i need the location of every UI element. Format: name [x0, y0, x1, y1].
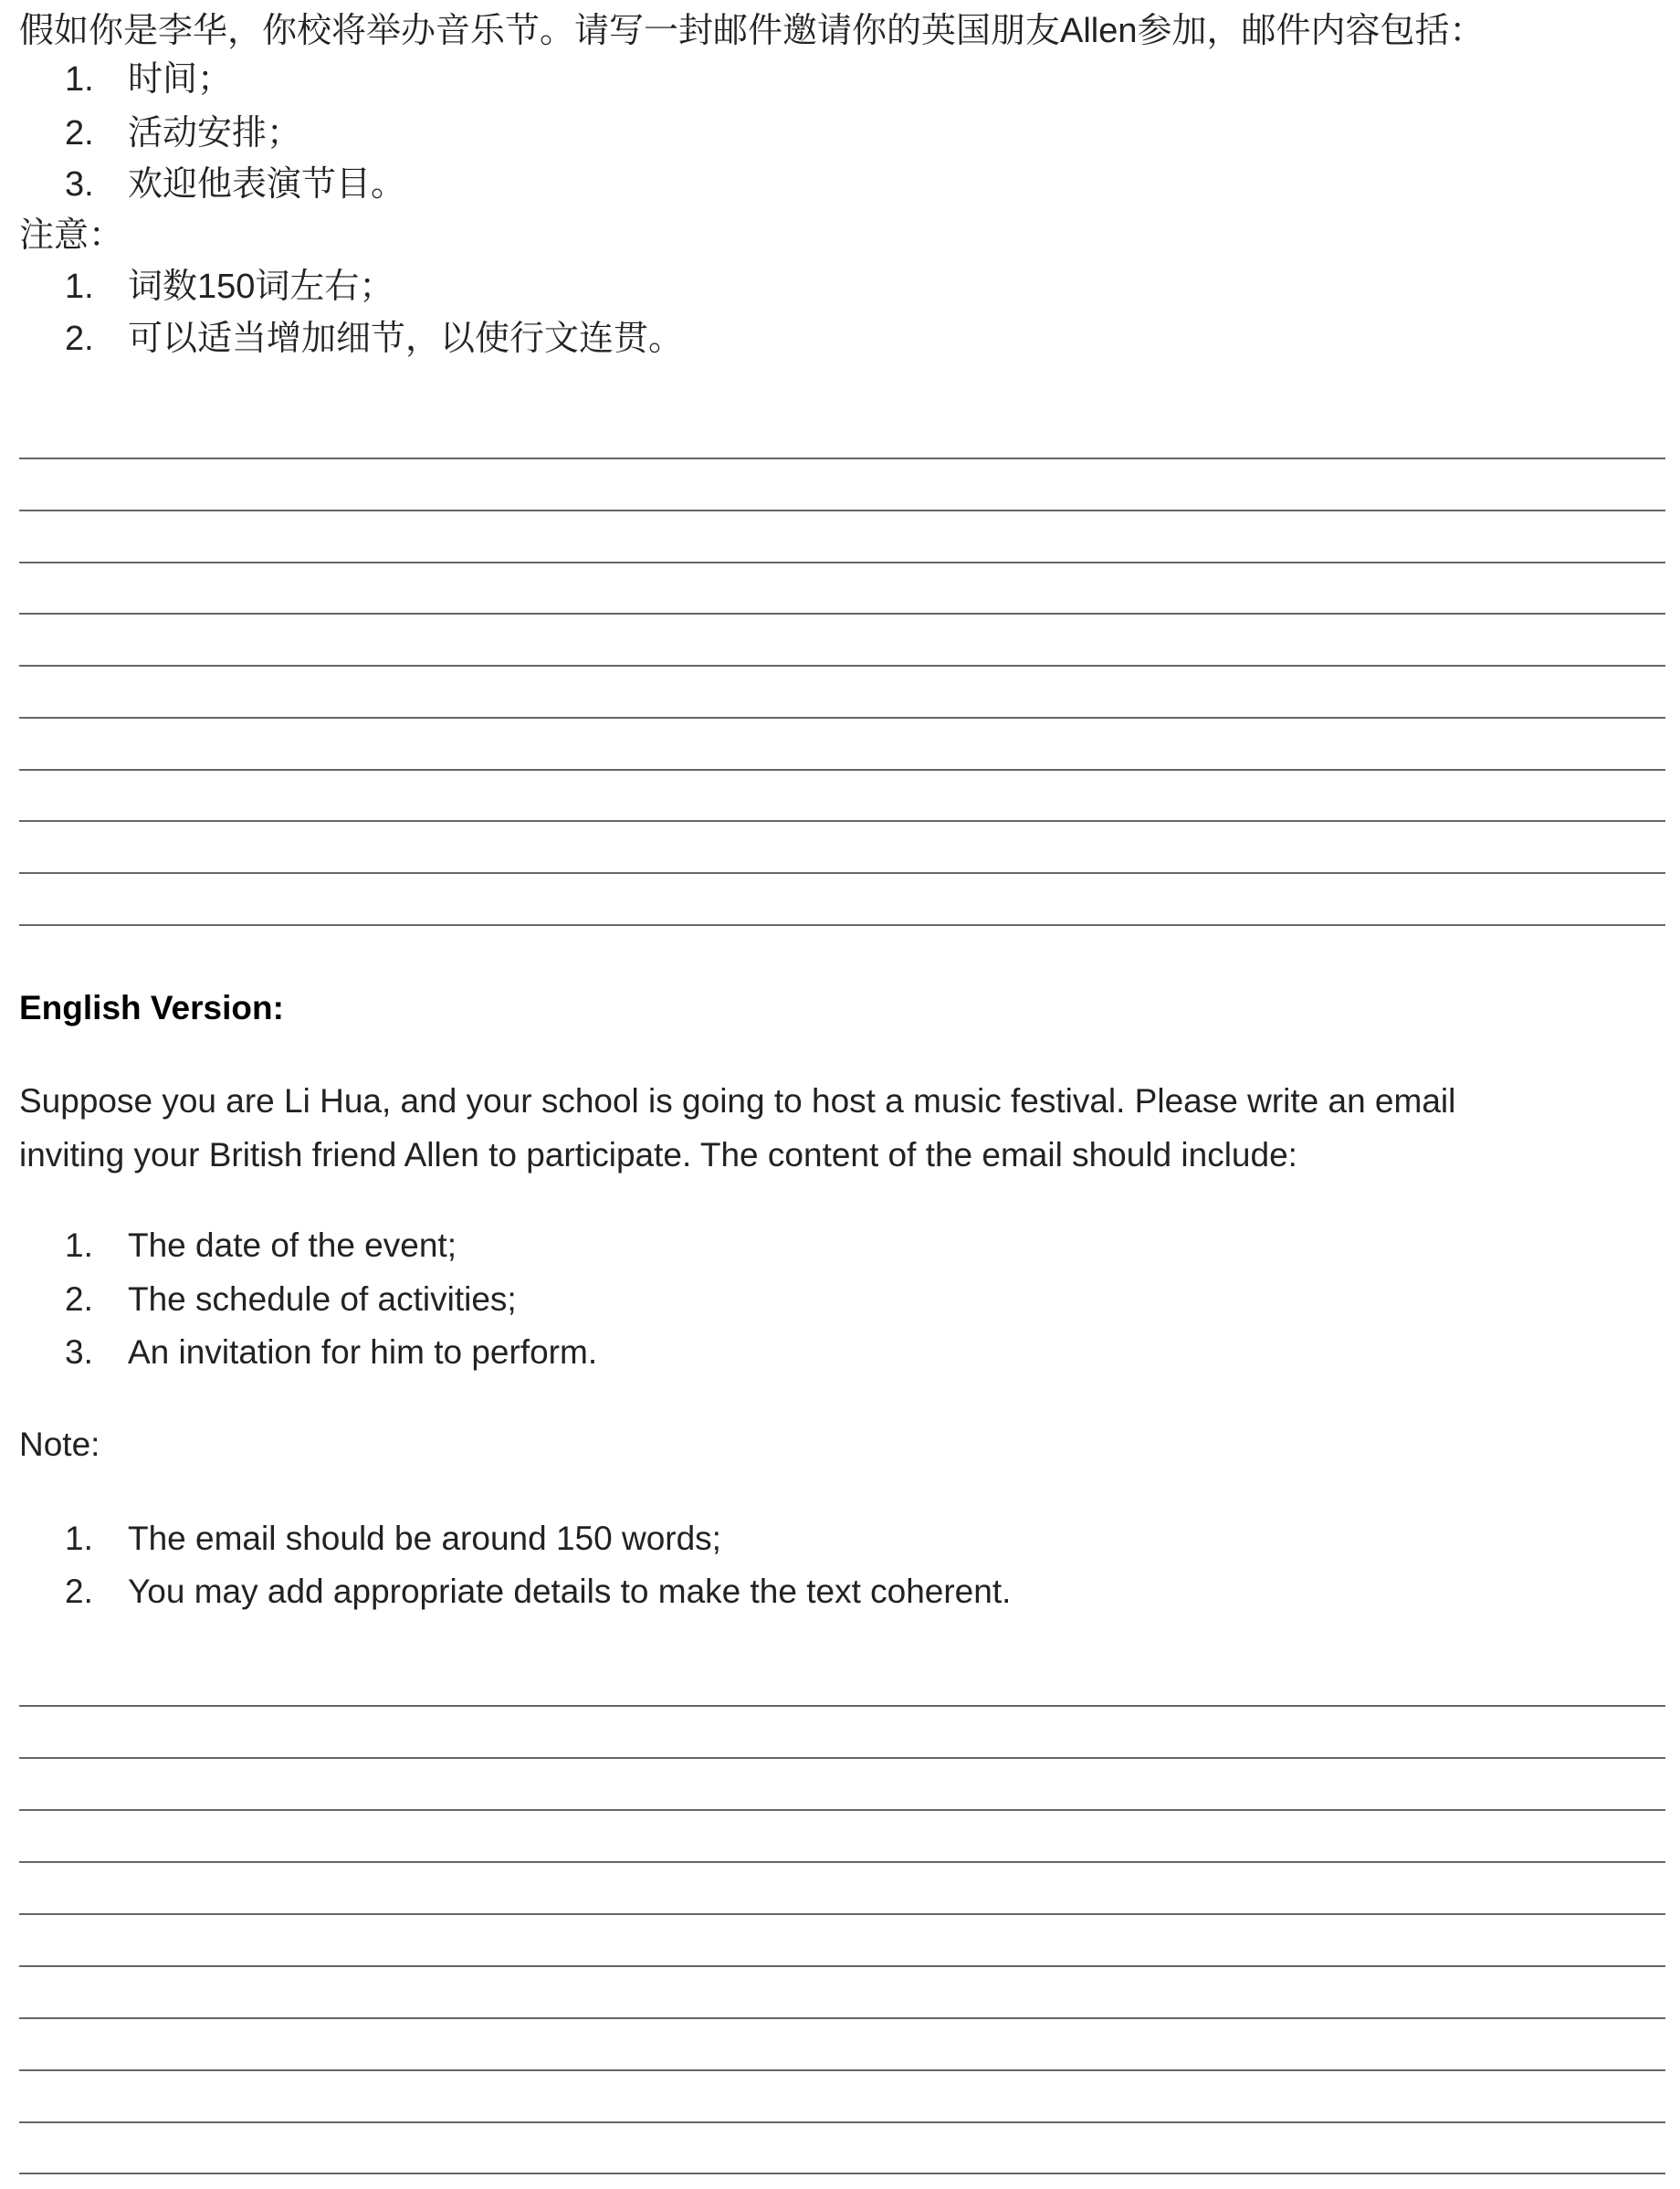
answer-line[interactable]: [19, 872, 1665, 874]
answer-line[interactable]: [19, 1809, 1665, 1811]
list-text: 词数150词左右；: [128, 268, 394, 306]
answer-line[interactable]: [19, 1913, 1665, 1915]
list-number: 2.: [65, 114, 94, 153]
answer-line[interactable]: [19, 1965, 1665, 1967]
english-prompt-line: Suppose you are Li Hua, and your school is going to host a music festival. Please write an email: [19, 1082, 1456, 1120]
answer-line[interactable]: [19, 562, 1665, 563]
list-number: 2.: [65, 1573, 93, 1610]
answer-line[interactable]: [19, 458, 1665, 459]
note-label: 注意：: [19, 216, 124, 255]
answer-line[interactable]: [19, 613, 1665, 615]
list-text: An invitation for him to perform.: [128, 1333, 598, 1371]
list-text: You may add appropriate details to make the text coherent.: [128, 1573, 1012, 1610]
list-number: 2.: [65, 1280, 93, 1318]
answer-line[interactable]: [19, 717, 1665, 719]
list-text: The date of the event;: [128, 1226, 457, 1264]
answer-line[interactable]: [19, 769, 1665, 771]
list-number: 1.: [65, 1226, 93, 1264]
list-text: 欢迎他表演节目。: [128, 165, 406, 204]
list-number: 1.: [65, 60, 94, 99]
answer-line[interactable]: [19, 820, 1665, 822]
list-text: 时间；: [128, 60, 233, 99]
answer-line[interactable]: [19, 2121, 1665, 2123]
answer-line[interactable]: [19, 665, 1665, 667]
list-number: 1.: [65, 268, 94, 306]
english-heading: English Version:: [19, 989, 284, 1026]
list-number: 3.: [65, 165, 94, 204]
list-number: 3.: [65, 1333, 93, 1371]
chinese-prompt: 假如你是李华，你校将举办音乐节。请写一封邮件邀请你的英国朋友Allen参加，邮件内容包括：: [19, 12, 1485, 50]
list-number: 2.: [65, 320, 94, 358]
answer-line[interactable]: [19, 510, 1665, 511]
answer-line[interactable]: [19, 2173, 1665, 2174]
list-number: 1.: [65, 1520, 93, 1557]
answer-line[interactable]: [19, 1757, 1665, 1759]
answer-line[interactable]: [19, 2017, 1665, 2019]
answer-line[interactable]: [19, 924, 1665, 926]
list-text: The email should be around 150 words;: [128, 1520, 721, 1557]
list-text: 可以适当增加细节，以使行文连贯。: [128, 320, 684, 358]
english-prompt-line: inviting your British friend Allen to participate. The content of the email should include:: [19, 1136, 1297, 1173]
answer-line[interactable]: [19, 1705, 1665, 1707]
answer-line[interactable]: [19, 1861, 1665, 1863]
answer-line[interactable]: [19, 2069, 1665, 2071]
note-label: Note:: [19, 1426, 100, 1463]
list-text: The schedule of activities;: [128, 1280, 517, 1318]
list-text: 活动安排；: [128, 114, 302, 153]
